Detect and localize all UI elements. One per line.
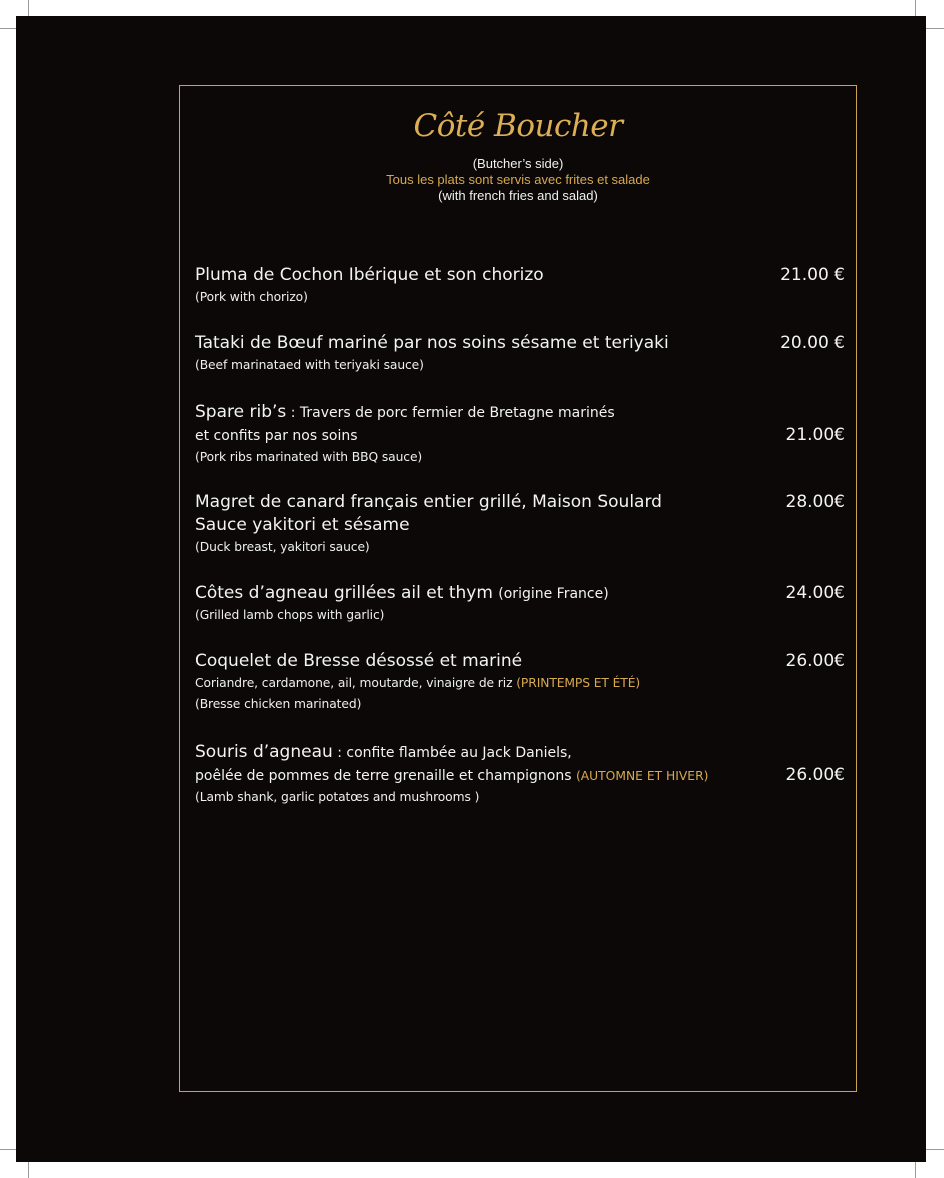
dish-description-line <box>195 424 845 447</box>
menu-item <box>195 332 845 376</box>
dish-price: 21.00€ <box>785 425 845 445</box>
menu-title: Côté Boucher <box>413 108 623 144</box>
dish-detail <box>195 673 845 694</box>
dish-detail-text: Coriandre, cardamone, ail, moutarde, vinaigre de riz <box>195 676 517 690</box>
dish-translation: (Beef marinataed with teriyaki sauce) <box>195 358 424 372</box>
dish-name: Tataki de Bœuf mariné par nos soins sésame et teriyaki <box>195 333 669 353</box>
dish-translation: (Pork ribs marinated with BBQ sauce) <box>195 450 423 464</box>
dish-name-main: Souris d’agneau <box>195 742 333 762</box>
dish-description-cont: poêlée de pommes de terre grenaille et champignons <box>195 768 576 784</box>
dish-description: : Travers de porc fermier de Bretagne marinés <box>286 405 615 421</box>
subtitle-en-2: (with french fries and salad) <box>438 188 598 203</box>
dish-translation: (Bresse chicken marinated) <box>195 697 362 711</box>
dish-name <box>195 401 845 424</box>
dish-name-main: Spare rib’s <box>195 402 287 422</box>
dish-name <box>195 582 845 605</box>
season-badge: (PRINTEMPS ET ÉTÉ) <box>516 676 641 690</box>
menu-item <box>195 650 845 715</box>
dish-name: Magret de canard français entier grillé, Maison Soulard <box>195 492 662 512</box>
dish-name <box>195 741 845 764</box>
menu-item <box>195 401 845 468</box>
dish-translation: (Grilled lamb chops with garlic) <box>195 608 385 622</box>
menu-item <box>195 741 845 808</box>
dish-name: Coquelet de Bresse désossé et mariné <box>195 651 523 671</box>
subtitle-fr: Tous les plats sont servis avec frites et salade <box>386 172 650 187</box>
dish-price: 20.00 € <box>780 333 845 353</box>
dish-name: Pluma de Cochon Ibérique et son chorizo <box>195 265 544 285</box>
dish-name-line2: Sauce yakitori et sésame <box>195 515 410 535</box>
dish-translation: (Pork with chorizo) <box>195 290 308 304</box>
dish-price: 24.00€ <box>785 583 845 603</box>
dish-price: 26.00€ <box>785 765 845 785</box>
dish-description-line <box>195 764 845 787</box>
dish-translation: (Lamb shank, garlic potatœs and mushrooms ) <box>195 790 480 804</box>
dish-translation: (Duck breast, yakitori sauce) <box>195 540 370 554</box>
dish-origin: (origine France) <box>498 586 609 602</box>
menu-item <box>195 491 845 558</box>
dish-price: 28.00€ <box>785 492 845 512</box>
menu-item <box>195 582 845 626</box>
dish-description-cont: et confits par nos soins <box>195 428 358 444</box>
menu-item <box>195 264 845 308</box>
subtitle-en: (Butcher’s side) <box>472 156 564 171</box>
dish-description: : confite flambée au Jack Daniels, <box>332 745 572 761</box>
dish-price: 21.00 € <box>780 265 845 285</box>
dish-name-main: Côtes d’agneau grillées ail et thym <box>195 583 499 603</box>
crop-mark <box>924 1149 944 1150</box>
crop-mark <box>924 28 944 29</box>
season-badge: (AUTOMNE ET HIVER) <box>575 769 709 783</box>
dish-price: 26.00€ <box>785 651 845 671</box>
